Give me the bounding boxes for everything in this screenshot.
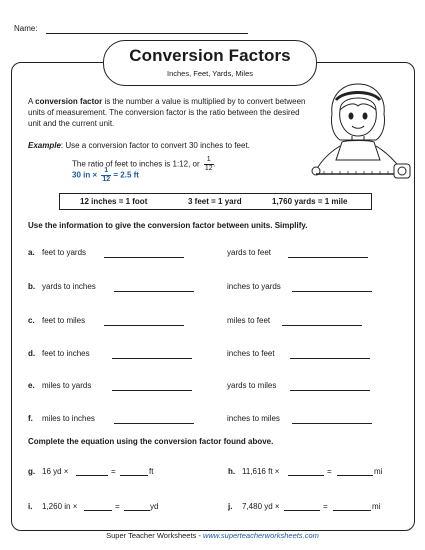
intro-paragraph: A conversion factor is the number a value is multiplied by to convert between units of measurement. The conversion factor is the ratio between the desired unit and the current unit. [28,97,306,128]
fact-feet-yard: 3 feet = 1 yard [188,197,242,206]
footer-link[interactable]: www.superteacherworksheets.com [202,531,319,540]
answer-line-c-right[interactable] [282,325,362,326]
answer-line-g-factor[interactable] [76,475,108,476]
answer-line-j-result[interactable] [333,510,371,511]
footer [0,531,425,540]
answer-line-f-left[interactable] [114,423,194,424]
answer-line-b-right[interactable] [292,291,372,292]
equation-h: h. 11,616 ft × [228,467,280,476]
answer-line-a-right[interactable] [288,257,368,258]
girl-with-measuring-tape-icon [302,80,414,186]
answer-line-e-left[interactable] [112,390,192,391]
calc-fraction: $\frac{1}{12}$ [102,167,111,183]
ratio-fraction: $\frac{1}{12}$ [204,156,213,172]
answer-line-c-left[interactable] [104,325,184,326]
answer-line-b-left[interactable] [114,291,194,292]
answer-line-i-result[interactable] [124,510,150,511]
equals-g: = [111,467,116,476]
title-banner [103,40,317,86]
answer-line-g-result[interactable] [120,475,148,476]
answer-line-a-left[interactable] [104,257,184,258]
equals-h: = [327,467,332,476]
equals-i: = [115,502,120,511]
page-title: Conversion Factors [129,46,291,65]
fact-yards-mile: 1,760 yards = 1 mile [272,197,348,206]
section2-instruction: Complete the equation using the conversion factor found above. [28,437,274,446]
name-label: Name: [14,24,38,33]
answer-line-h-result[interactable] [337,475,373,476]
example-line: Example: Use a conversion factor to convert 30 inches to feet. [28,141,250,150]
equation-i: i. 1,260 in × [28,502,78,511]
answer-line-d-right[interactable] [290,358,370,359]
fact-inches-foot: 12 inches = 1 foot [80,197,148,206]
answer-line-f-right[interactable] [292,423,372,424]
unit-facts-box [59,193,372,210]
unit-g: ft [149,467,154,476]
equation-g: g. 16 yd × [28,467,69,476]
unit-i: yd [150,502,159,511]
page-subtitle: Inches, Feet, Yards, Miles [166,69,253,78]
calculation-line: 30 in × $\frac{1}{12}$ = 2.5 ft [72,167,139,183]
ratio-line: The ratio of feet to inches is 1:12, or $\frac{1}{12}$ . [72,156,216,172]
unit-h: mi [374,467,383,476]
name-field-line[interactable] [46,33,248,34]
unit-j: mi [372,502,381,511]
answer-line-d-left[interactable] [112,358,192,359]
section1-instruction: Use the information to give the conversion factor between units. Simplify. [28,221,308,230]
answer-line-h-factor[interactable] [288,475,324,476]
answer-line-e-right[interactable] [290,390,370,391]
equation-j: j. 7,480 yd × [228,502,280,511]
answer-line-i-factor[interactable] [84,510,112,511]
answer-line-j-factor[interactable] [284,510,320,511]
equals-j: = [323,502,328,511]
footer-text: Super Teacher Worksheets - [106,531,203,540]
